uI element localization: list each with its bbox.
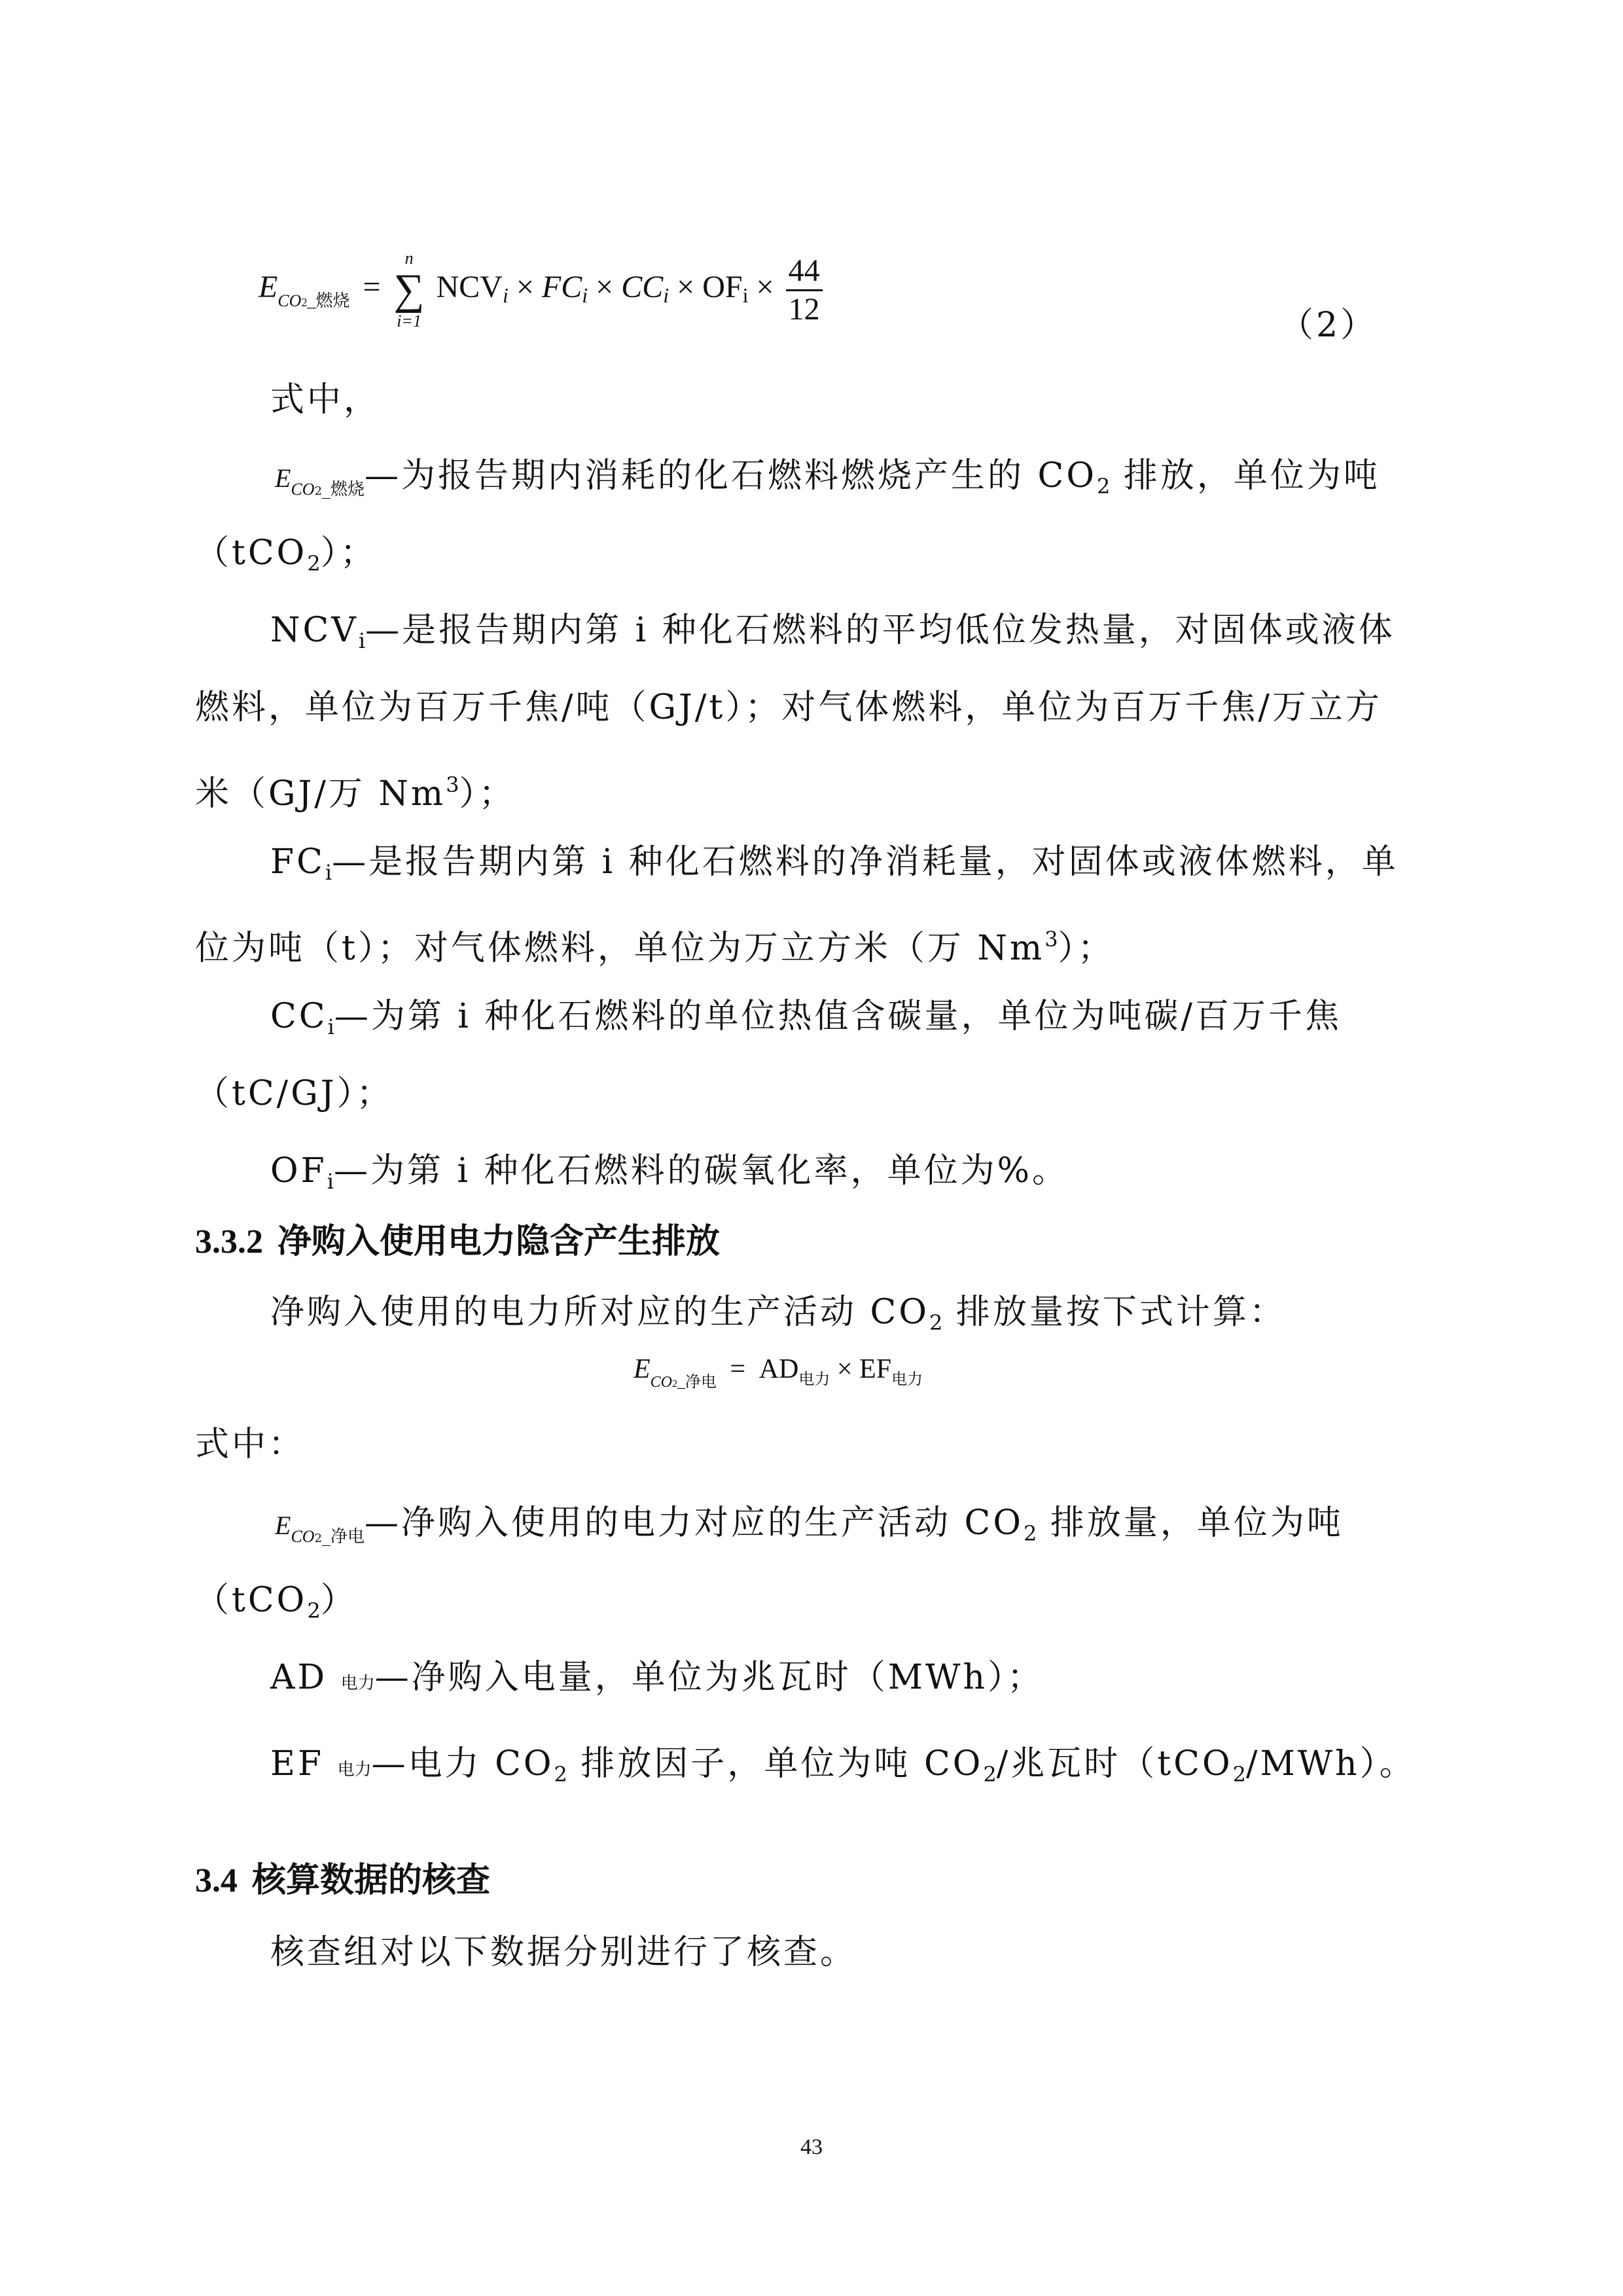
symbol-E: E xyxy=(259,270,278,305)
para-cc-2: （tC/GJ）； xyxy=(195,1074,393,1113)
para-tco2-2: （tCO$_2$） xyxy=(195,1581,357,1623)
para-tco2-1: （tCO$_2$）； xyxy=(195,533,377,576)
para-elec-intro: 净购入使用的电力所对应的生产活动 $CO_2$ 排放量按下式计算： xyxy=(270,1293,1286,1335)
section-heading-3-4: 3.4 核算数据的核查 xyxy=(195,1860,491,1900)
para-ad: AD 电力—净购入电量，单位为兆瓦时（MWh）； xyxy=(270,1658,1044,1697)
para-ncv-3: 米（GJ/万 Nm$^3$）； xyxy=(195,772,516,814)
para-fc-2: 位为吨（t）；对气体燃料，单位为万立方米（万 Nm$^3$）； xyxy=(195,927,1115,968)
para-fc-1: $FC_i—$是报告期内第 i 种化石燃料的净消耗量，对固体或液体燃料，单 xyxy=(270,842,1399,885)
where-label-2: 式中： xyxy=(195,1425,306,1464)
summation: n ∑ i=1 xyxy=(393,249,425,331)
para-e-elec: $E_{CO2\_净电}—$净购入使用的电力对应的生产活动 $CO_2$ 排放量，单位为吨 xyxy=(275,1503,1344,1547)
para-ef: EF 电力—电力 $CO_2$ 排放因子，单位为吨 $CO_2/$兆瓦时（tCO$_2$/MWh）。 xyxy=(270,1744,1416,1787)
page-number: 43 xyxy=(800,2135,823,2159)
section-heading-3-3-2: 3.3.2 净购入使用电力隐含产生排放 xyxy=(195,1221,721,1261)
para-e-combustion: $E_{CO2\_燃烧}—$为报告期内消耗的化石燃料燃烧产生的 $CO_2$ 排放，单位为吨 xyxy=(275,456,1380,499)
formula-2-number: （2） xyxy=(1279,306,1378,345)
para-ncv-2: 燃料，单位为百万千焦/吨（GJ/t）；对气体燃料，单位为百万千焦/万立方 xyxy=(195,688,1382,727)
where-label-1: 式中， xyxy=(270,380,381,420)
para-of: $OF_i—$为第 i 种化石燃料的碳氧化率，单位为%。 xyxy=(270,1151,1069,1194)
fraction-44-12: $\frac{44}{12}$ xyxy=(786,253,823,328)
para-cc-1: $CC_i—$为第 i 种化石燃料的单位热值含碳量，单位为吨碳/百万千焦 xyxy=(270,997,1342,1039)
formula-electricity: $E_{CO2\_净电} = AD_{电力} \times EF_{电力}$ xyxy=(633,1354,923,1391)
para-ncv-1: $NCV_i—$是报告期内第 i 种化石燃料的平均低位发热量，对固体或液体 xyxy=(270,611,1395,653)
para-check: 核查组对以下数据分别进行了核查。 xyxy=(270,1933,857,1972)
formula-2: $E_{CO2\_燃烧}$ = n ∑ i=1 NCVi × FCi × CCi × OFi × $\frac{44}{12}$ xyxy=(259,249,823,331)
